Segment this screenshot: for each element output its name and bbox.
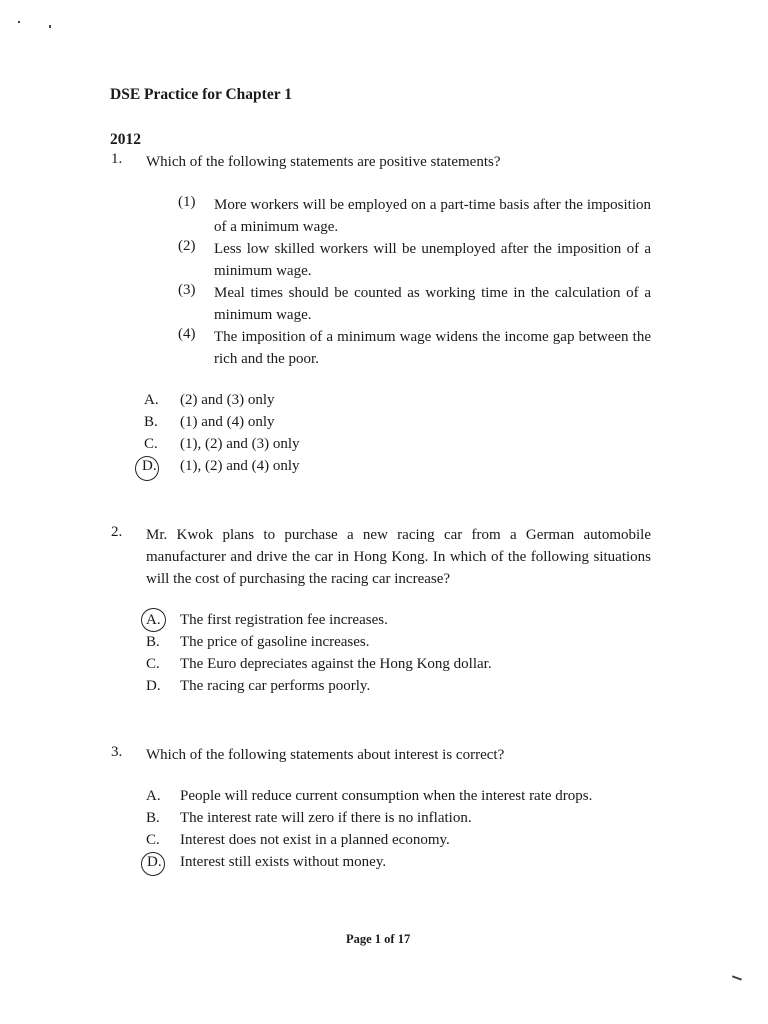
question-number: 2. bbox=[111, 524, 123, 540]
answer-circle-mark bbox=[135, 456, 159, 481]
question-number: 1. bbox=[111, 151, 123, 167]
scan-speck bbox=[49, 25, 51, 28]
option-text: (1), (2) and (3) only bbox=[180, 436, 300, 452]
option-letter: A. bbox=[146, 612, 161, 628]
statement-text: Less low skilled workers will be unemployed after the imposition of a minimum wage. bbox=[214, 241, 651, 279]
statement-text: The imposition of a minimum wage widens the income gap between the rich and the poor. bbox=[214, 329, 651, 367]
answer-circle-mark bbox=[141, 608, 166, 632]
year-heading: 2012 bbox=[110, 131, 141, 148]
statement-text: Meal times should be counted as working time in the calculation of a minimum wage. bbox=[214, 285, 651, 323]
statement-number: (4) bbox=[178, 326, 196, 342]
option-letter: C. bbox=[146, 656, 160, 672]
question-number: 3. bbox=[111, 744, 123, 760]
option-letter: A. bbox=[144, 392, 159, 408]
scan-speck bbox=[732, 975, 742, 980]
option-letter: B. bbox=[146, 810, 160, 826]
option-text: Interest still exists without money. bbox=[180, 854, 387, 870]
option-letter: D. bbox=[147, 854, 162, 870]
option-letter: A. bbox=[146, 788, 161, 804]
option-text: The price of gasoline increases. bbox=[180, 634, 370, 650]
question-text: Which of the following statements are positive statements? bbox=[146, 154, 501, 170]
option-text: The racing car performs poorly. bbox=[180, 678, 371, 694]
option-letter: D. bbox=[146, 678, 161, 694]
page-footer: Page 1 of 17 bbox=[346, 932, 411, 946]
option-text: The first registration fee increases. bbox=[180, 612, 388, 628]
scan-speck bbox=[18, 21, 20, 23]
question-text: Which of the following statements about interest is correct? bbox=[146, 747, 505, 763]
statement-text: More workers will be employed on a part-time basis after the imposition of a minimum wage. bbox=[214, 197, 651, 235]
option-letter: C. bbox=[144, 436, 158, 452]
option-letter: D. bbox=[142, 458, 157, 474]
option-text: (1), (2) and (4) only bbox=[180, 458, 300, 474]
option-letter: C. bbox=[146, 832, 160, 848]
option-letter: B. bbox=[144, 414, 158, 430]
option-text: The interest rate will zero if there is no inflation. bbox=[180, 810, 472, 826]
statement-number: (3) bbox=[178, 282, 196, 298]
option-text: (2) and (3) only bbox=[180, 392, 275, 408]
option-text: People will reduce current consumption when the interest rate drops. bbox=[180, 788, 593, 804]
option-text: The Euro depreciates against the Hong Kong dollar. bbox=[180, 656, 492, 672]
option-letter: B. bbox=[146, 634, 160, 650]
answer-circle-mark bbox=[141, 852, 165, 876]
statement-number: (1) bbox=[178, 194, 196, 210]
question-text: Mr. Kwok plans to purchase a new racing car from a German automobile manufacturer and drive the car in Hong Kong. In which of the following situations will the cost of purchasing the racing car increase? bbox=[146, 527, 651, 587]
document-title: DSE Practice for Chapter 1 bbox=[110, 86, 292, 103]
statement-number: (2) bbox=[178, 238, 196, 254]
option-text: (1) and (4) only bbox=[180, 414, 275, 430]
option-text: Interest does not exist in a planned economy. bbox=[180, 832, 450, 848]
